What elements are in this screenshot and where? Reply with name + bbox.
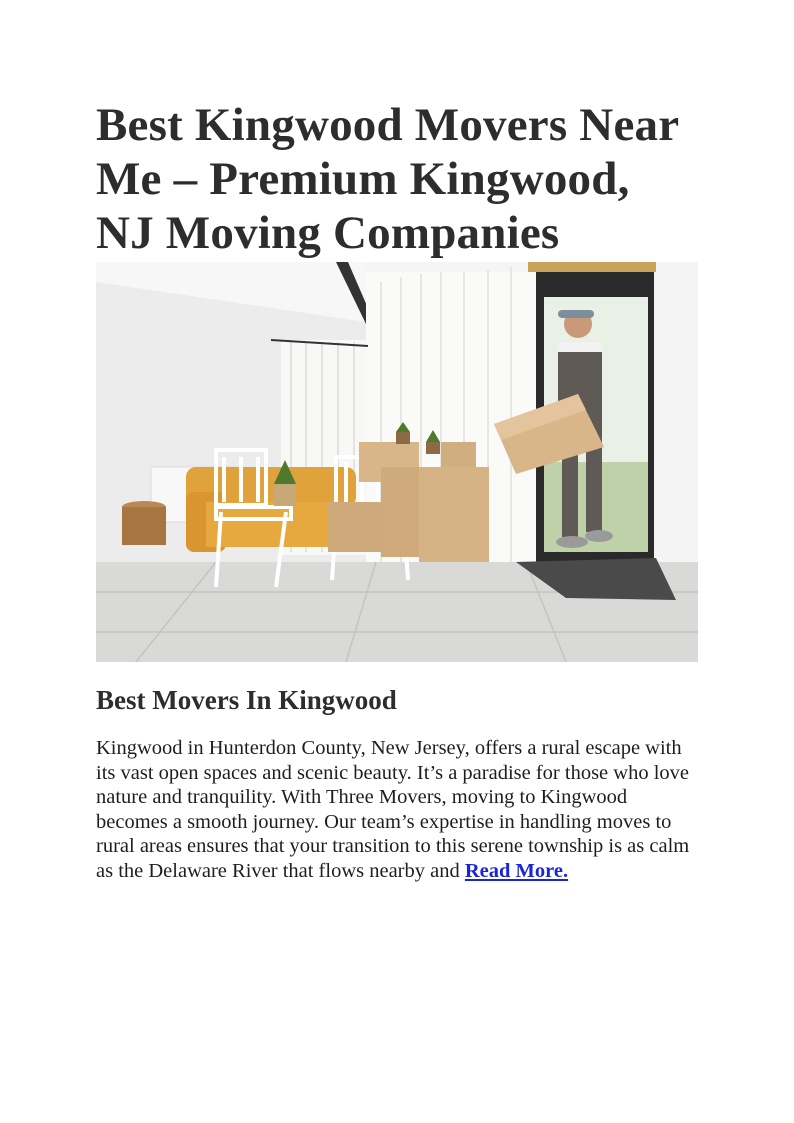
page-title: Best Kingwood Movers Near Me – Premium Kingwood, NJ Moving Companies: [96, 99, 679, 259]
section-heading: Best Movers In Kingwood: [96, 685, 397, 715]
hero-image: [96, 262, 698, 662]
read-more-link[interactable]: Read More.: [464, 859, 569, 882]
body-paragraph: [96, 736, 698, 883]
body-text: Kingwood in Hunterdon County, New Jersey, offers a rural escape with its vast open spaces and scenic beauty. It’s a paradise for those who love nature and tranquility. With Three Movers, moving to Kingwood becomes a smooth journey. Our team’s expertise in handling moves to rural areas ensures that your transition to this serene township is as calm as the Delaware River that flows nearby and: [96, 737, 690, 882]
